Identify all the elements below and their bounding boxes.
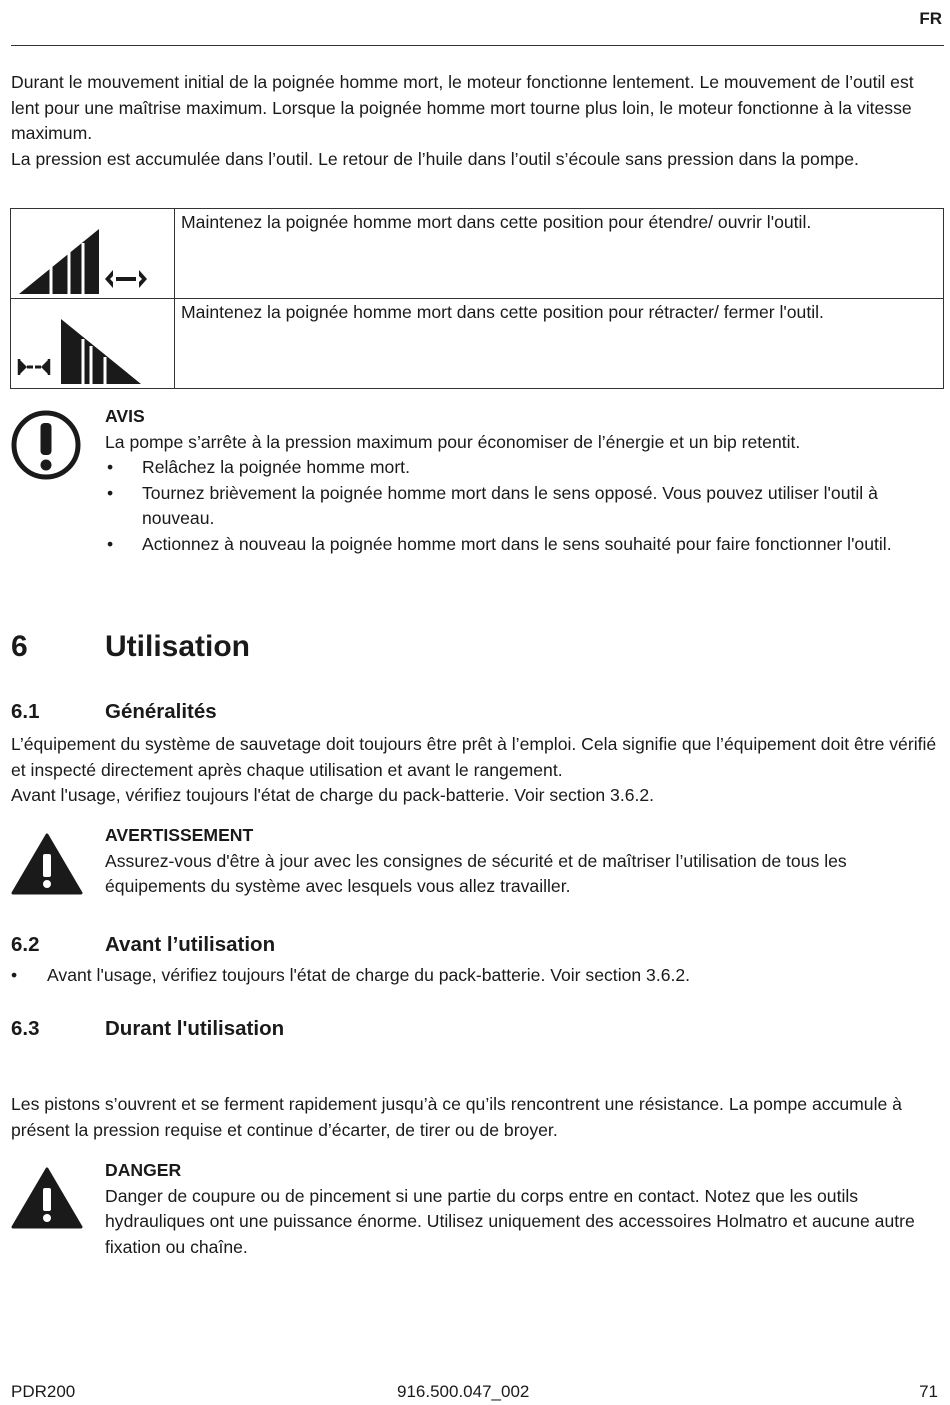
- paragraph: L’équipement du système de sauvetage doit toujours être prêt à l’emploi. Cela signifie que l’équipement doit être vérifié et inspecté directement après chaque utilisation et avant le rangement.: [11, 734, 937, 780]
- notice-avertissement: [105, 823, 943, 900]
- paragraph: Les pistons s’ouvrent et se ferment rapidement jusqu’à ce qu’ils rencontrent une résistance. La pompe accumule à présent la pression requise et continue d’écarter, de tirer ou de broyer.: [11, 1094, 902, 1140]
- handle-positions-table: [10, 208, 944, 389]
- section-heading-6-3: [0, 1015, 950, 1043]
- section-title: Avant l’utilisation: [105, 933, 276, 956]
- notice-list: [105, 455, 943, 557]
- language-code: FR: [919, 9, 942, 28]
- list-item-text: Avant l'usage, vérifiez toujours l'état de charge du pack-batterie. Voir section 3.6.2.: [47, 965, 691, 985]
- section-heading-6-1: [0, 698, 950, 726]
- bullet: •: [107, 482, 114, 503]
- table-text-cell: [175, 299, 944, 389]
- section-number: 6.1: [11, 700, 40, 723]
- section-title: Utilisation: [105, 630, 251, 663]
- notice-danger: [105, 1158, 943, 1260]
- retract-instruction: Maintenez la poignée homme mort dans cette position pour rétracter/ fermer l'outil.: [181, 302, 824, 322]
- table-icon-cell: [11, 209, 175, 299]
- list-item: [105, 481, 943, 532]
- header-divider: [11, 45, 944, 46]
- bullet: •: [107, 533, 114, 554]
- section-title: Durant l'utilisation: [105, 1017, 285, 1040]
- table-icon-cell: [11, 299, 175, 389]
- table-text-cell: [175, 209, 944, 299]
- table-row: [11, 209, 944, 299]
- footer-model: PDR200: [11, 1382, 76, 1401]
- warning-triangle-icon: [11, 832, 83, 896]
- table-row: [11, 299, 944, 389]
- notice-title: DANGER: [105, 1160, 182, 1180]
- notice-text: La pompe s’arrête à la pression maximum pour économiser de l’énergie et un bip retentit.: [105, 431, 801, 452]
- section-number: 6.2: [11, 933, 40, 956]
- intro-text: [11, 70, 943, 172]
- extend-open-handle-icon: [11, 209, 174, 298]
- list-item-text: Tournez brièvement la poignée homme mort dans le sens opposé. Vous pouvez utiliser l'outil à nouveau.: [142, 482, 878, 529]
- section-number: 6: [11, 630, 28, 663]
- danger-triangle-icon: [11, 1166, 83, 1230]
- section-title: Généralités: [105, 700, 217, 723]
- section-heading-6-2: [0, 931, 950, 959]
- section-heading-6: [0, 629, 950, 665]
- section-number: 6.3: [11, 1017, 40, 1040]
- footer-page-number: 71: [919, 1382, 938, 1401]
- notice-title: AVIS: [105, 406, 145, 426]
- section-6-3-text: [11, 1092, 943, 1143]
- list-item: [105, 455, 943, 481]
- notice-title: AVERTISSEMENT: [105, 825, 254, 845]
- list-item-text: Actionnez à nouveau la poignée homme mort dans le sens souhaité pour faire fonctionner l'outil.: [142, 533, 892, 554]
- list-item: [105, 532, 943, 558]
- paragraph: Avant l'usage, vérifiez toujours l'état de charge du pack-batterie. Voir section 3.6.2.: [11, 785, 655, 806]
- notice-text: Danger de coupure ou de pincement si une partie du corps entre en contact. Notez que les outils hydrauliques ont une puissance énorme. Utilisez uniquement des accessoires Holmatro et aucune autre fixation ou chaîne.: [105, 1185, 915, 1257]
- intro-paragraph-2: La pression est accumulée dans l’outil. Le retour de l’huile dans l’outil s’écoule sans pression dans la pompe.: [11, 148, 859, 169]
- exclamation-circle-icon: [11, 410, 81, 480]
- footer-doc-number: 916.500.047_002: [397, 1382, 530, 1401]
- section-6-1-text: [11, 732, 943, 809]
- bullet: •: [107, 457, 114, 478]
- notice-avis: [105, 404, 943, 558]
- extend-instruction: Maintenez la poignée homme mort dans cette position pour étendre/ ouvrir l'outil.: [181, 212, 812, 232]
- bullet: •: [11, 965, 18, 985]
- list-item-text: Relâchez la poignée homme mort.: [142, 457, 410, 478]
- notice-text: Assurez-vous d'être à jour avec les consignes de sécurité et de maîtriser l’utilisation de tous les équipements du système avec lesquels vous allez travailler.: [105, 850, 847, 897]
- retract-close-handle-icon: [11, 299, 174, 388]
- intro-paragraph-1: Durant le mouvement initial de la poignée homme mort, le moteur fonctionne lentement. Le mouvement de l’outil est lent pour une maîtrise maximum. Lorsque la poignée homme mort tourne plus loin, le moteur fonctionne à la vitesse maximum.: [11, 72, 914, 144]
